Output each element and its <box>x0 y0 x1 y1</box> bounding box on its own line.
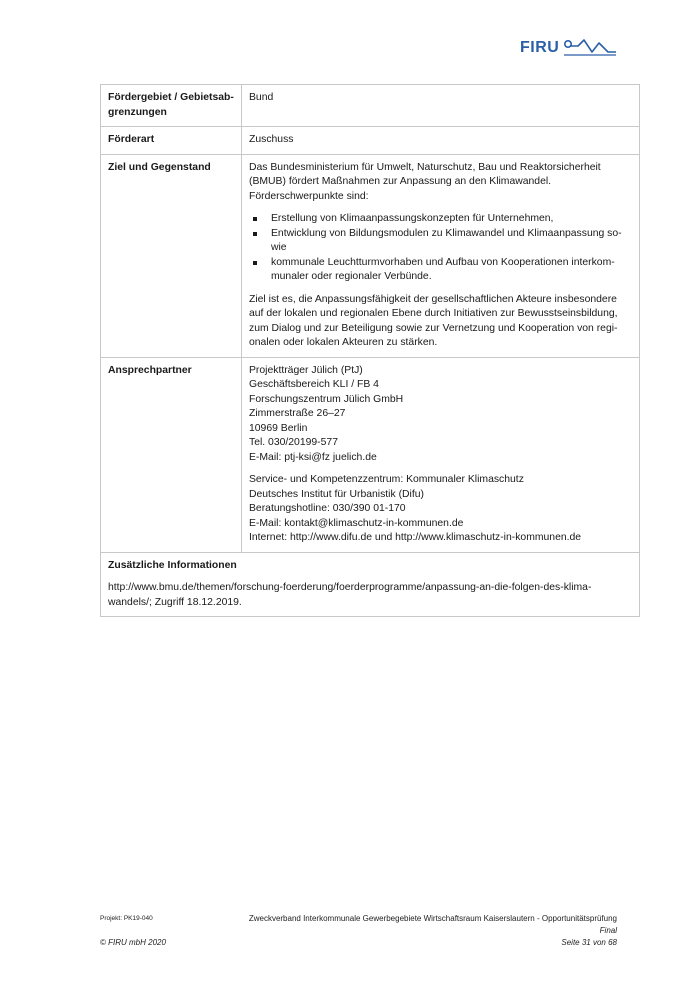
text-line: onalen oder lokalen Akteuren zu stärken. <box>249 337 438 348</box>
logo-text: FIRU <box>520 39 560 56</box>
list-item <box>249 212 632 227</box>
text-line: Tel. 030/20199-577 <box>249 437 338 448</box>
list-item <box>249 227 632 256</box>
table-row <box>101 85 640 127</box>
footer-page-number: Seite 31 von 68 <box>561 938 617 947</box>
label-line: Fördergebiet / Gebietsab- <box>108 92 234 103</box>
text-line: wie <box>271 242 287 253</box>
text-line: Das Bundesministerium für Umwelt, Naturschutz, Bau und Reaktorsicherheit <box>249 161 601 173</box>
contact-ptj <box>249 364 632 466</box>
text-line: Beratungshotline: 030/390 01-170 <box>249 503 406 514</box>
text-line: Projektträger Jülich (PtJ) <box>249 364 363 376</box>
text-line: Zimmerstraße 26–27 <box>249 408 346 419</box>
text-line: Förderschwerpunkte sind: <box>249 190 369 202</box>
additional-info-link: http://www.bmu.de/themen/forschung-foerderung/foerderprogramme/anpassung-an-die-folgen-des-klima- <box>108 582 592 593</box>
row-label-ziel: Ziel und Gegenstand <box>101 154 242 357</box>
text-line: Internet: http://www.difu.de und http://www.klimaschutz-in-kommunen.de <box>249 532 582 543</box>
additional-info-title: Zusätzliche Informationen <box>108 559 237 571</box>
table-row <box>101 154 640 357</box>
goal-paragraph <box>249 293 632 351</box>
table-row <box>101 552 640 617</box>
text-line: E-Mail: ptj-ksi@fz juelich.de <box>249 451 377 463</box>
additional-info <box>101 552 640 617</box>
footer-copyright: © FIRU mbH 2020 <box>100 938 166 947</box>
intro-paragraph <box>249 161 632 205</box>
text-line: Ziel ist es, die Anpassungsfähigkeit der gesellschaftlichen Akteure insbesondere <box>249 293 617 305</box>
additional-info-link: wandels/; Zugriff 18.12.2019. <box>108 596 242 608</box>
text-line: (BMUB) fördert Maßnahmen zur Anpassung an den Klimawandel. <box>249 176 552 187</box>
text-line: Erstellung von Klimaanpassungskonzepten für Unternehmen, <box>271 213 554 224</box>
table-row <box>101 357 640 552</box>
footer-document-title: Zweckverband Interkommunale Gewerbegebiete Wirtschaftsraum Kaiserslautern - Opportunitätsprüfung <box>248 914 617 923</box>
focus-list <box>249 212 632 285</box>
text-line: auf der lokalen und regionalen Ebene durch Initiativen zur Bewusstseinsbildung, <box>249 308 618 319</box>
text-line: Service- und Kompetenzzentrum: Kommunaler Klimaschutz <box>249 474 524 485</box>
text-line: zum Dialog und zur Beteiligung sowie zur Vernetzung und Kooperation von regi- <box>249 322 618 334</box>
label-line: grenzungen <box>108 106 167 118</box>
text-line: munaler oder regionaler Verbünde. <box>271 271 432 282</box>
footer-status: Final <box>599 926 617 935</box>
row-value-foerderart: Zuschuss <box>242 127 640 155</box>
footer-project: Projekt: PK19-040 <box>100 915 153 922</box>
text-line: 10969 Berlin <box>249 422 308 434</box>
contact-difu <box>249 473 632 546</box>
row-label-foerdergebiet <box>101 85 242 127</box>
text-line: Entwicklung von Bildungsmodulen zu Klimawandel und Klimaanpassung so- <box>271 227 622 239</box>
list-item <box>249 256 632 285</box>
logo-mark-icon <box>562 38 618 58</box>
row-label-ansprechpartner: Ansprechpartner <box>101 357 242 552</box>
row-value-ziel <box>242 154 640 357</box>
funding-info-table <box>100 84 640 617</box>
text-line: Forschungszentrum Jülich GmbH <box>249 393 404 405</box>
text-line: kommunale Leuchtturmvorhaben und Aufbau von Kooperationen interkom- <box>271 256 615 268</box>
firu-logo <box>520 38 620 58</box>
row-value-ansprechpartner <box>242 357 640 552</box>
row-label-foerderart: Förderart <box>101 127 242 155</box>
text-line: E-Mail: kontakt@klimaschutz-in-kommunen.de <box>249 517 464 529</box>
text-line: Deutsches Institut für Urbanistik (Difu) <box>249 488 424 500</box>
table-row <box>101 127 640 155</box>
text-line: Geschäftsbereich KLI / FB 4 <box>249 379 379 390</box>
row-value-foerdergebiet: Bund <box>242 85 640 127</box>
